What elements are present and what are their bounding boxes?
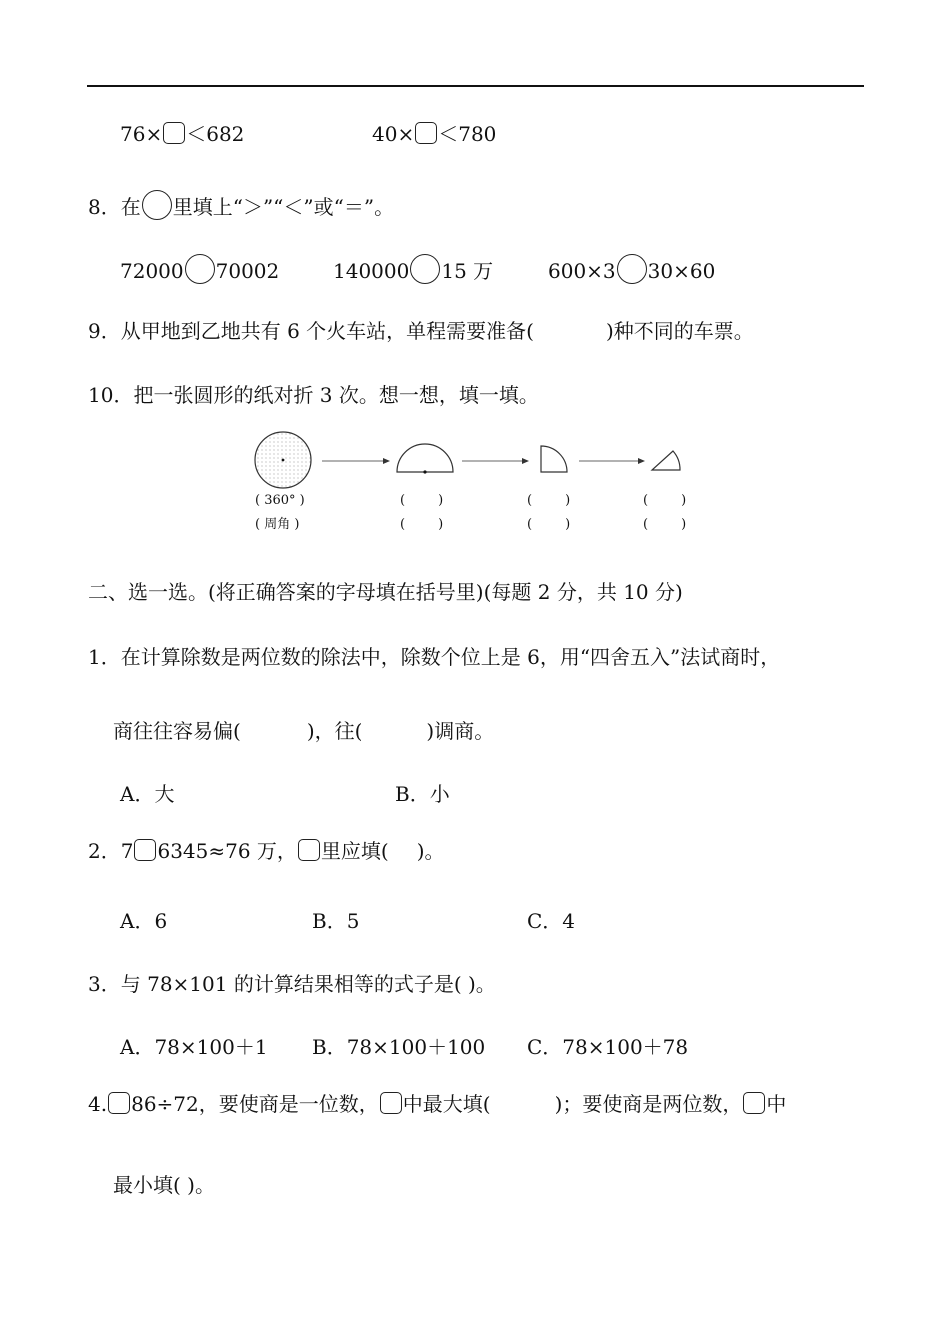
quarter-circle-shape	[541, 446, 567, 472]
s2-q4-question: 4. 86÷72，要使商是一位数， 中最大填( )；要使商是两位数， 中	[88, 1092, 787, 1116]
option-b[interactable]: B．小	[395, 782, 450, 806]
digit-box[interactable]	[134, 839, 156, 861]
figure-answer-blank[interactable]: ( )	[400, 493, 444, 508]
figure-answer-blank[interactable]: ( )	[643, 493, 687, 508]
digit-box	[380, 1092, 402, 1114]
s2-q1-line2: 商往往容易偏( )，往( )调商。	[113, 719, 495, 743]
eighth-circle-shape	[652, 451, 680, 470]
arrow-1-head	[383, 458, 390, 464]
q9-question: 9．从甲地到乙地共有 6 个火车站，单程需要准备( )种不同的车票。	[88, 319, 754, 343]
option-a[interactable]: A．大	[120, 782, 175, 806]
s2-q2-question: 2．7 6345≈76 万， 里应填( )。	[88, 839, 445, 863]
digit-box	[298, 839, 320, 861]
arrow-3-head	[638, 458, 645, 464]
digit-box[interactable]	[108, 1092, 130, 1114]
option-c[interactable]: C．4	[527, 909, 576, 933]
figure-label: ( 周角 )	[255, 517, 300, 532]
figure-answer-blank[interactable]: ( )	[643, 517, 687, 532]
figure-answer-blank[interactable]: ( )	[400, 517, 444, 532]
semicircle-shape	[397, 444, 453, 474]
option-b[interactable]: B．5	[312, 909, 360, 933]
q7-right-expression: 40× ＜780	[372, 122, 497, 146]
s2-q4-line2: 最小填( )。	[113, 1173, 215, 1197]
q8-item-3: 600×3 30×60	[548, 254, 715, 284]
option-c[interactable]: C．78×100＋78	[527, 1035, 689, 1059]
option-a[interactable]: A．78×100＋1	[120, 1035, 268, 1059]
section-title: 二、选一选。(将正确答案的字母填在括号里)(每题 2 分，共 10 分)	[88, 580, 683, 604]
figure-answer-blank[interactable]: ( )	[527, 493, 571, 508]
q10-question: 10．把一张圆形的纸对折 3 次。想一想，填一填。	[88, 383, 539, 407]
option-a[interactable]: A．6	[120, 909, 168, 933]
q8-prompt: 8．在 里填上“＞”“＜”或“＝”。	[88, 190, 394, 220]
s2-q1-line1: 1．在计算除数是两位数的除法中，除数个位上是 6，用“四舍五入”法试商时，	[88, 645, 781, 669]
q7-left-expression: 76× ＜682	[120, 122, 245, 146]
full-circle-shape	[255, 432, 311, 488]
figure-label: ( 360° )	[255, 493, 305, 508]
option-b[interactable]: B．78×100＋100	[312, 1035, 486, 1059]
q8-item-2: 140000 15 万	[333, 254, 493, 284]
arrow-2-head	[522, 458, 529, 464]
digit-box	[743, 1092, 765, 1114]
figure-answer-blank[interactable]: ( )	[527, 517, 571, 532]
s2-q3-question: 3．与 78×101 的计算结果相等的式子是( )。	[88, 972, 496, 996]
q8-item-1: 72000 70002	[120, 254, 279, 284]
